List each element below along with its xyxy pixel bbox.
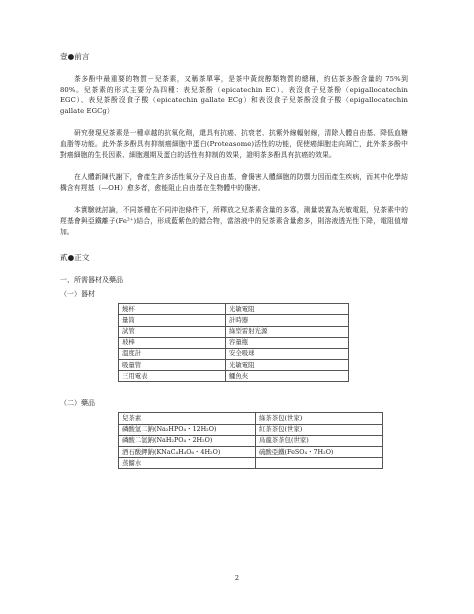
- table-cell: 燒杯: [119, 304, 226, 315]
- subheading-equipment: （一）器材: [60, 290, 95, 299]
- page-number: 2: [234, 574, 240, 582]
- section-heading-introduction: 壹●前言: [60, 52, 90, 61]
- chemicals-table: [118, 412, 383, 469]
- table-cell: 試管: [119, 326, 226, 337]
- table-row: [119, 447, 383, 458]
- table-cell: 紅茶茶包(世家): [256, 424, 383, 435]
- table-row: [119, 458, 383, 469]
- paragraph-4: 本實驗就討論，不同茶種在不同沖泡條件下，所釋放之兒茶素含量的多寡，測量裝置為光敏電阻，兒茶素中的羥基會與亞鐵離子(Fe²⁺)結合，形成藍紫色的錯合物，當溶液中的兒茶素含量愈多，則溶液透光性下降，電阻值增加。: [60, 206, 408, 236]
- table-row: [119, 348, 349, 359]
- table-cell: 兒茶素: [119, 413, 256, 424]
- table-cell: 酒石酸鉀鈉(KNaC₄H₄O₆・4H₂O): [119, 447, 256, 458]
- table-row: [119, 304, 349, 315]
- paragraph-1: 茶多酚中最重要的物質－兒茶素，又稱茶單寧，是茶中黃烷醇類物質的總稱，約佔茶多酚含量的 75%到 80%。兒茶素的形式主要分為四種：表兒茶酚（epicatechin EC）、表沒食子兒茶酚（epigallocatechin EGC）、表兒茶酚沒食子酸（epicatechin gallate ECg）和表沒食子兒茶酚沒食子酸（epigallocatechin gallate EGCg）: [60, 75, 408, 115]
- table-cell: 蒸餾水: [119, 458, 256, 469]
- table-cell: 光敏電阻: [226, 304, 349, 315]
- table-row: [119, 337, 349, 348]
- table-cell: 光敏電阻: [226, 360, 349, 371]
- table-cell: 磷酸氫二鈉(Na₂HPO₄・12H₂O): [119, 424, 256, 435]
- table-cell: 溫度計: [119, 348, 226, 359]
- section-heading-main-text: 貳●正文: [60, 253, 90, 263]
- table-cell: 計時器: [226, 315, 349, 326]
- table-cell: 三用電表: [119, 371, 226, 382]
- table-cell: 硫酸亞鐵(FeSO₄・7H₂O): [256, 447, 383, 458]
- paragraph-3: 在人體新陳代謝下，會產生許多活性氧分子及自由基，會傷害人體細胞的防禦力因而產生疾病，而其中化學結構含有羥基（—OH）愈多者，愈能阻止自由基在生物體中的傷害。: [60, 173, 408, 192]
- table-cell: 容量瓶: [226, 337, 349, 348]
- table-row: [119, 435, 383, 446]
- table-cell: [256, 458, 383, 469]
- paragraph-2: 研究發現兒茶素是一種卓越的抗氧化劑，還具有抗癌、抗衰老、抗紫外線輻射線，清除人體自由基、降低血糖血脂等功能。此外茶多酚具有抑制癌細胞中蛋白(Proteasome)活性的功能，促使癌細胞走向凋亡，此外茶多酚中對癌細胞的生長因素、細胞週期及蛋白的活性有抑制的效果，證明茶多酚具有抗癌的效果。: [60, 129, 408, 159]
- table-row: [119, 315, 349, 326]
- table-row: [119, 326, 349, 337]
- table-row: [119, 424, 383, 435]
- table-row: [119, 360, 349, 371]
- table-row: [119, 413, 383, 424]
- table-cell: 綠型雷射光源: [226, 326, 349, 337]
- table-cell: 磷酸二氫鈉(NaH₂PO₄・2H₂O): [119, 435, 256, 446]
- table-cell: 量筒: [119, 315, 226, 326]
- table-cell: 安全吸球: [226, 348, 349, 359]
- equipment-table: [118, 303, 349, 382]
- table-cell: 吸量管: [119, 360, 226, 371]
- table-cell: 綠茶茶包(世家): [256, 413, 383, 424]
- subheading-chemicals: （二）藥品: [60, 399, 95, 408]
- table-cell: 玻棒: [119, 337, 226, 348]
- table-row: [119, 371, 349, 382]
- table-cell: 烏龍茶茶包(世家): [256, 435, 383, 446]
- subheading-materials: 一、所需器材及藥品: [60, 276, 123, 285]
- table-cell: 鱷魚夾: [226, 371, 349, 382]
